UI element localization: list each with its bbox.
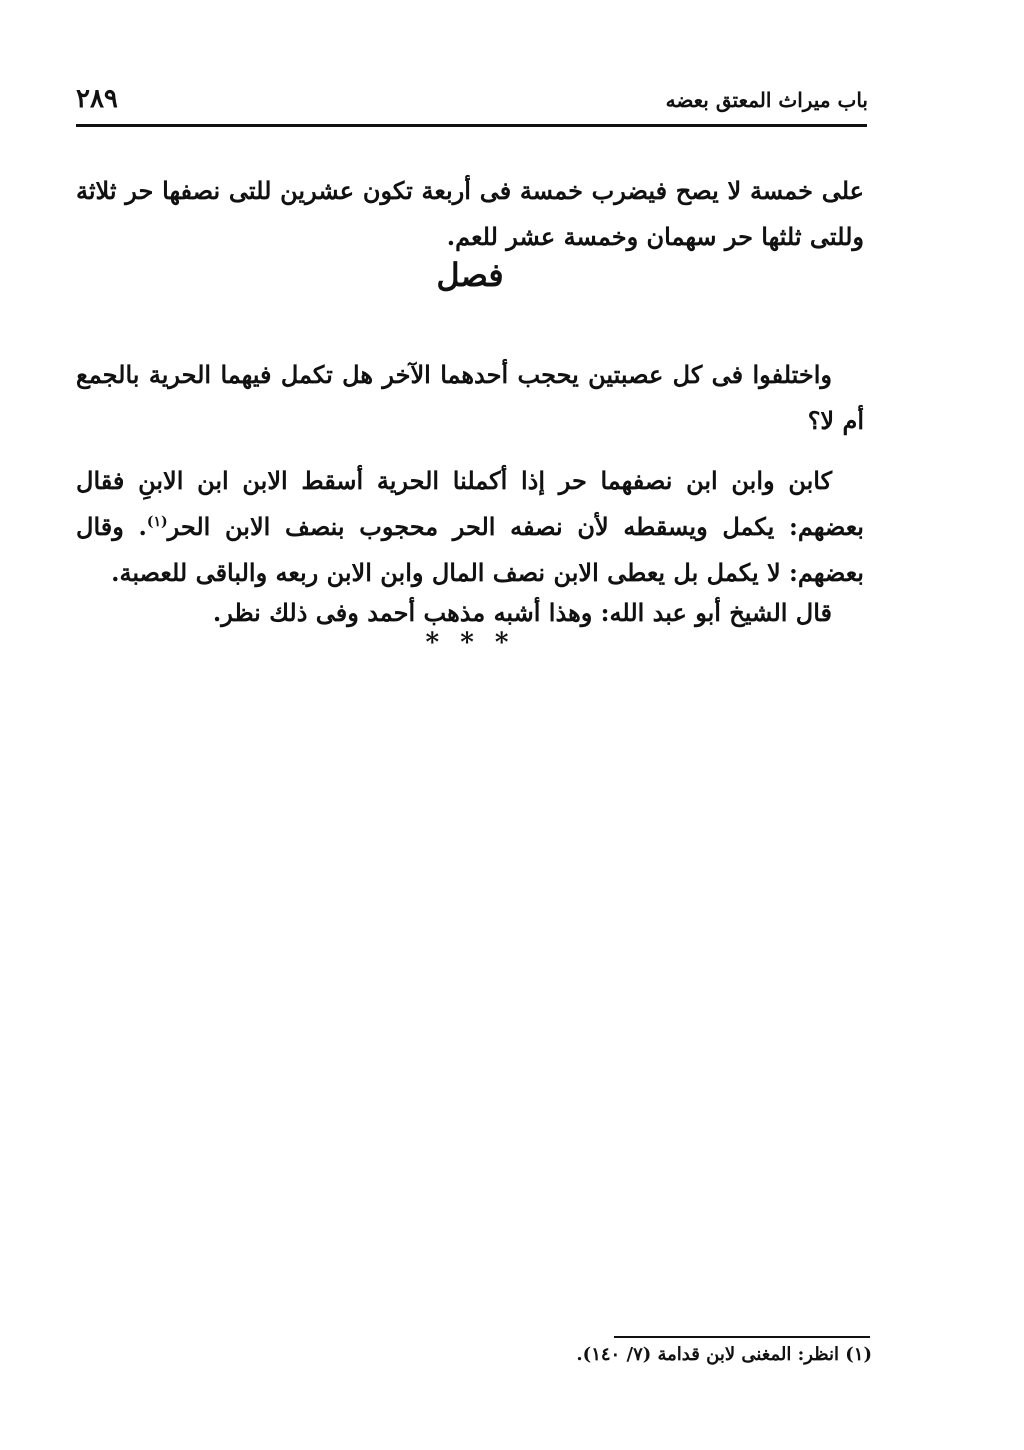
running-title: باب ميراث المعتق بعضه — [665, 88, 868, 112]
paragraph-4: قال الشيخ أبو عبد الله: وهذا أشبه مذهب أحمد وفى ذلك نظر. — [212, 598, 832, 627]
paragraph-3 — [76, 458, 864, 596]
paragraph-1: على خمسة لا يصح فيضرب خمسة فى أربعة تكون عشرين للتى نصفها حر ثلاثة وللتى ثلثها حر سهمان وخمسة عشر للعم. — [76, 176, 864, 251]
section-separator: * * * — [425, 628, 515, 658]
footnote-1: (١) انظر: المغنى لابن قدامة (٧/ ١٤٠). — [576, 1344, 872, 1365]
footnote-divider — [614, 1336, 870, 1338]
paragraph-2: واختلفوا فى كل عصبتين يحجب أحدهما الآخر هل تكمل فيهما الحرية بالجمع أم لا؟ — [76, 360, 864, 435]
section-heading: فصل — [436, 256, 504, 294]
paragraph-3-text-2: . وقال بعضهم: لا يكمل بل يعطى الابن نصف المال وابن الابن ربعه والباقى للعصبة. — [76, 512, 864, 587]
page-number: ٢٨٩ — [76, 84, 118, 114]
paragraph-3-text-1: كابن وابن ابن نصفهما حر إذا أكملنا الحرية أسقط الابن ابن الابنِ فقال بعضهم: يكمل ويسقطه لأن نصفه الحر محجوب بنصف الابن الحر — [76, 466, 864, 541]
footnote-reference: (١) — [146, 514, 168, 530]
header-divider — [76, 124, 867, 127]
